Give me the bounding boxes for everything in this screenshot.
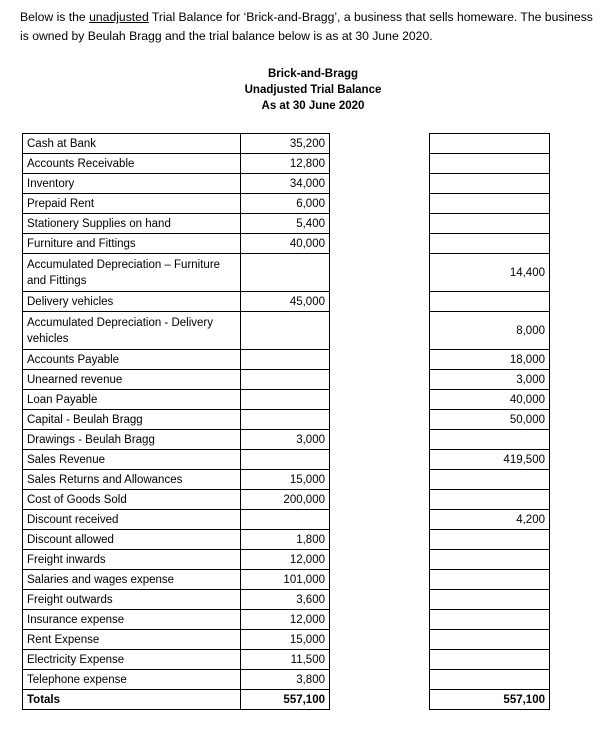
intro-text-end: Trial Balance for ‘Brick-and-Bragg’, a business that sells homeware. The business is owned by Beulah Bragg and the trial balance below is as at 30 June 2020. bbox=[20, 10, 593, 43]
spacer-cell bbox=[330, 430, 430, 450]
debit-cell bbox=[241, 510, 330, 530]
credit-cell bbox=[430, 292, 550, 312]
credit-cell bbox=[430, 630, 550, 650]
table-row bbox=[23, 470, 550, 490]
credit-cell bbox=[430, 650, 550, 670]
totals-credit: 557,100 bbox=[430, 690, 550, 710]
account-cell: Delivery vehicles bbox=[23, 292, 241, 312]
table-row bbox=[23, 312, 550, 350]
credit-cell bbox=[430, 174, 550, 194]
spacer-cell bbox=[330, 530, 430, 550]
debit-cell: 1,800 bbox=[241, 530, 330, 550]
debit-cell bbox=[241, 390, 330, 410]
debit-cell: 3,800 bbox=[241, 670, 330, 690]
spacer-cell bbox=[330, 490, 430, 510]
intro-text-start: Below is the bbox=[20, 10, 90, 24]
spacer-cell bbox=[330, 370, 430, 390]
table-row bbox=[23, 194, 550, 214]
spacer-cell bbox=[330, 194, 430, 214]
debit-cell: 3,000 bbox=[241, 430, 330, 450]
totals-row bbox=[23, 690, 550, 710]
table-row bbox=[23, 550, 550, 570]
credit-cell bbox=[430, 530, 550, 550]
table-row bbox=[23, 590, 550, 610]
account-cell: Capital - Beulah Bragg bbox=[23, 410, 241, 430]
debit-cell: 40,000 bbox=[241, 234, 330, 254]
account-cell: Sales Returns and Allowances bbox=[23, 470, 241, 490]
debit-cell bbox=[241, 410, 330, 430]
table-row bbox=[23, 254, 550, 292]
table-row bbox=[23, 154, 550, 174]
debit-cell: 12,800 bbox=[241, 154, 330, 174]
debit-cell bbox=[241, 312, 330, 350]
account-cell: Sales Revenue bbox=[23, 450, 241, 470]
spacer-cell bbox=[330, 410, 430, 430]
table-row bbox=[23, 390, 550, 410]
table-row bbox=[23, 490, 550, 510]
spacer-cell bbox=[330, 630, 430, 650]
credit-cell: 18,000 bbox=[430, 350, 550, 370]
account-cell: Stationery Supplies on hand bbox=[23, 214, 241, 234]
account-cell: Accounts Payable bbox=[23, 350, 241, 370]
credit-cell bbox=[430, 490, 550, 510]
table-row bbox=[23, 214, 550, 234]
table-row bbox=[23, 134, 550, 154]
account-cell: Inventory bbox=[23, 174, 241, 194]
spacer-cell bbox=[330, 610, 430, 630]
totals-label: Totals bbox=[23, 690, 241, 710]
credit-cell bbox=[430, 430, 550, 450]
totals-debit: 557,100 bbox=[241, 690, 330, 710]
debit-cell: 45,000 bbox=[241, 292, 330, 312]
account-cell: Telephone expense bbox=[23, 670, 241, 690]
table-row bbox=[23, 450, 550, 470]
debit-cell: 35,200 bbox=[241, 134, 330, 154]
debit-cell: 15,000 bbox=[241, 470, 330, 490]
credit-cell: 8,000 bbox=[430, 312, 550, 350]
spacer-cell bbox=[330, 590, 430, 610]
table-row bbox=[23, 430, 550, 450]
credit-cell: 4,200 bbox=[430, 510, 550, 530]
spacer-cell bbox=[330, 510, 430, 530]
table-row bbox=[23, 670, 550, 690]
debit-cell: 34,000 bbox=[241, 174, 330, 194]
table-row bbox=[23, 350, 550, 370]
debit-cell: 3,600 bbox=[241, 590, 330, 610]
table-row bbox=[23, 370, 550, 390]
spacer-cell bbox=[330, 292, 430, 312]
credit-cell bbox=[430, 214, 550, 234]
spacer-cell bbox=[330, 450, 430, 470]
credit-cell bbox=[430, 670, 550, 690]
table-row bbox=[23, 650, 550, 670]
spacer-cell bbox=[330, 350, 430, 370]
spacer-cell bbox=[330, 470, 430, 490]
table-row bbox=[23, 410, 550, 430]
credit-cell bbox=[430, 194, 550, 214]
spacer-cell bbox=[330, 690, 430, 710]
debit-cell: 11,500 bbox=[241, 650, 330, 670]
account-cell: Rent Expense bbox=[23, 630, 241, 650]
intro-underlined-word: unadjusted bbox=[89, 10, 149, 24]
trial-balance-heading bbox=[213, 66, 413, 114]
account-cell: Cost of Goods Sold bbox=[23, 490, 241, 510]
spacer-cell bbox=[330, 312, 430, 350]
credit-cell: 3,000 bbox=[430, 370, 550, 390]
statement-title: Unadjusted Trial Balance bbox=[244, 84, 382, 96]
table-row bbox=[23, 510, 550, 530]
account-cell: Insurance expense bbox=[23, 610, 241, 630]
debit-cell: 5,400 bbox=[241, 214, 330, 234]
account-cell: Freight outwards bbox=[23, 590, 241, 610]
debit-cell: 101,000 bbox=[241, 570, 330, 590]
spacer-cell bbox=[330, 570, 430, 590]
business-name: Brick-and-Bragg bbox=[267, 68, 359, 80]
debit-cell: 200,000 bbox=[241, 490, 330, 510]
credit-cell: 14,400 bbox=[430, 254, 550, 292]
spacer-cell bbox=[330, 550, 430, 570]
credit-cell bbox=[430, 570, 550, 590]
credit-cell: 50,000 bbox=[430, 410, 550, 430]
spacer-cell bbox=[330, 390, 430, 410]
table-row bbox=[23, 610, 550, 630]
account-cell: Prepaid Rent bbox=[23, 194, 241, 214]
account-cell: Furniture and Fittings bbox=[23, 234, 241, 254]
account-cell: Salaries and wages expense bbox=[23, 570, 241, 590]
table-row bbox=[23, 174, 550, 194]
credit-cell bbox=[430, 154, 550, 174]
account-cell: Cash at Bank bbox=[23, 134, 241, 154]
spacer-cell bbox=[330, 650, 430, 670]
debit-cell: 6,000 bbox=[241, 194, 330, 214]
account-cell: Freight inwards bbox=[23, 550, 241, 570]
statement-date: As at 30 June 2020 bbox=[261, 100, 365, 112]
debit-cell bbox=[241, 254, 330, 292]
spacer-cell bbox=[330, 670, 430, 690]
account-cell: Accounts Receivable bbox=[23, 154, 241, 174]
intro-paragraph bbox=[20, 8, 600, 46]
credit-cell bbox=[430, 134, 550, 154]
trial-balance-body bbox=[23, 134, 550, 710]
debit-cell bbox=[241, 350, 330, 370]
credit-cell: 40,000 bbox=[430, 390, 550, 410]
debit-cell: 12,000 bbox=[241, 610, 330, 630]
account-cell: Discount allowed bbox=[23, 530, 241, 550]
account-cell: Accumulated Depreciation – Furniture and Fittings bbox=[23, 254, 241, 292]
credit-cell bbox=[430, 234, 550, 254]
spacer-cell bbox=[330, 134, 430, 154]
trial-balance-table bbox=[22, 133, 550, 710]
credit-cell: 419,500 bbox=[430, 450, 550, 470]
table-row bbox=[23, 630, 550, 650]
account-cell: Unearned revenue bbox=[23, 370, 241, 390]
debit-cell: 12,000 bbox=[241, 550, 330, 570]
debit-cell bbox=[241, 370, 330, 390]
credit-cell bbox=[430, 590, 550, 610]
table-row bbox=[23, 530, 550, 550]
table-row bbox=[23, 234, 550, 254]
spacer-cell bbox=[330, 154, 430, 174]
debit-cell bbox=[241, 450, 330, 470]
credit-cell bbox=[430, 470, 550, 490]
account-cell: Drawings - Beulah Bragg bbox=[23, 430, 241, 450]
debit-cell: 15,000 bbox=[241, 630, 330, 650]
account-cell: Accumulated Depreciation - Delivery vehicles bbox=[23, 312, 241, 350]
spacer-cell bbox=[330, 174, 430, 194]
spacer-cell bbox=[330, 234, 430, 254]
account-cell: Electricity Expense bbox=[23, 650, 241, 670]
credit-cell bbox=[430, 550, 550, 570]
account-cell: Loan Payable bbox=[23, 390, 241, 410]
table-row bbox=[23, 570, 550, 590]
credit-cell bbox=[430, 610, 550, 630]
spacer-cell bbox=[330, 254, 430, 292]
table-row bbox=[23, 292, 550, 312]
account-cell: Discount received bbox=[23, 510, 241, 530]
spacer-cell bbox=[330, 214, 430, 234]
